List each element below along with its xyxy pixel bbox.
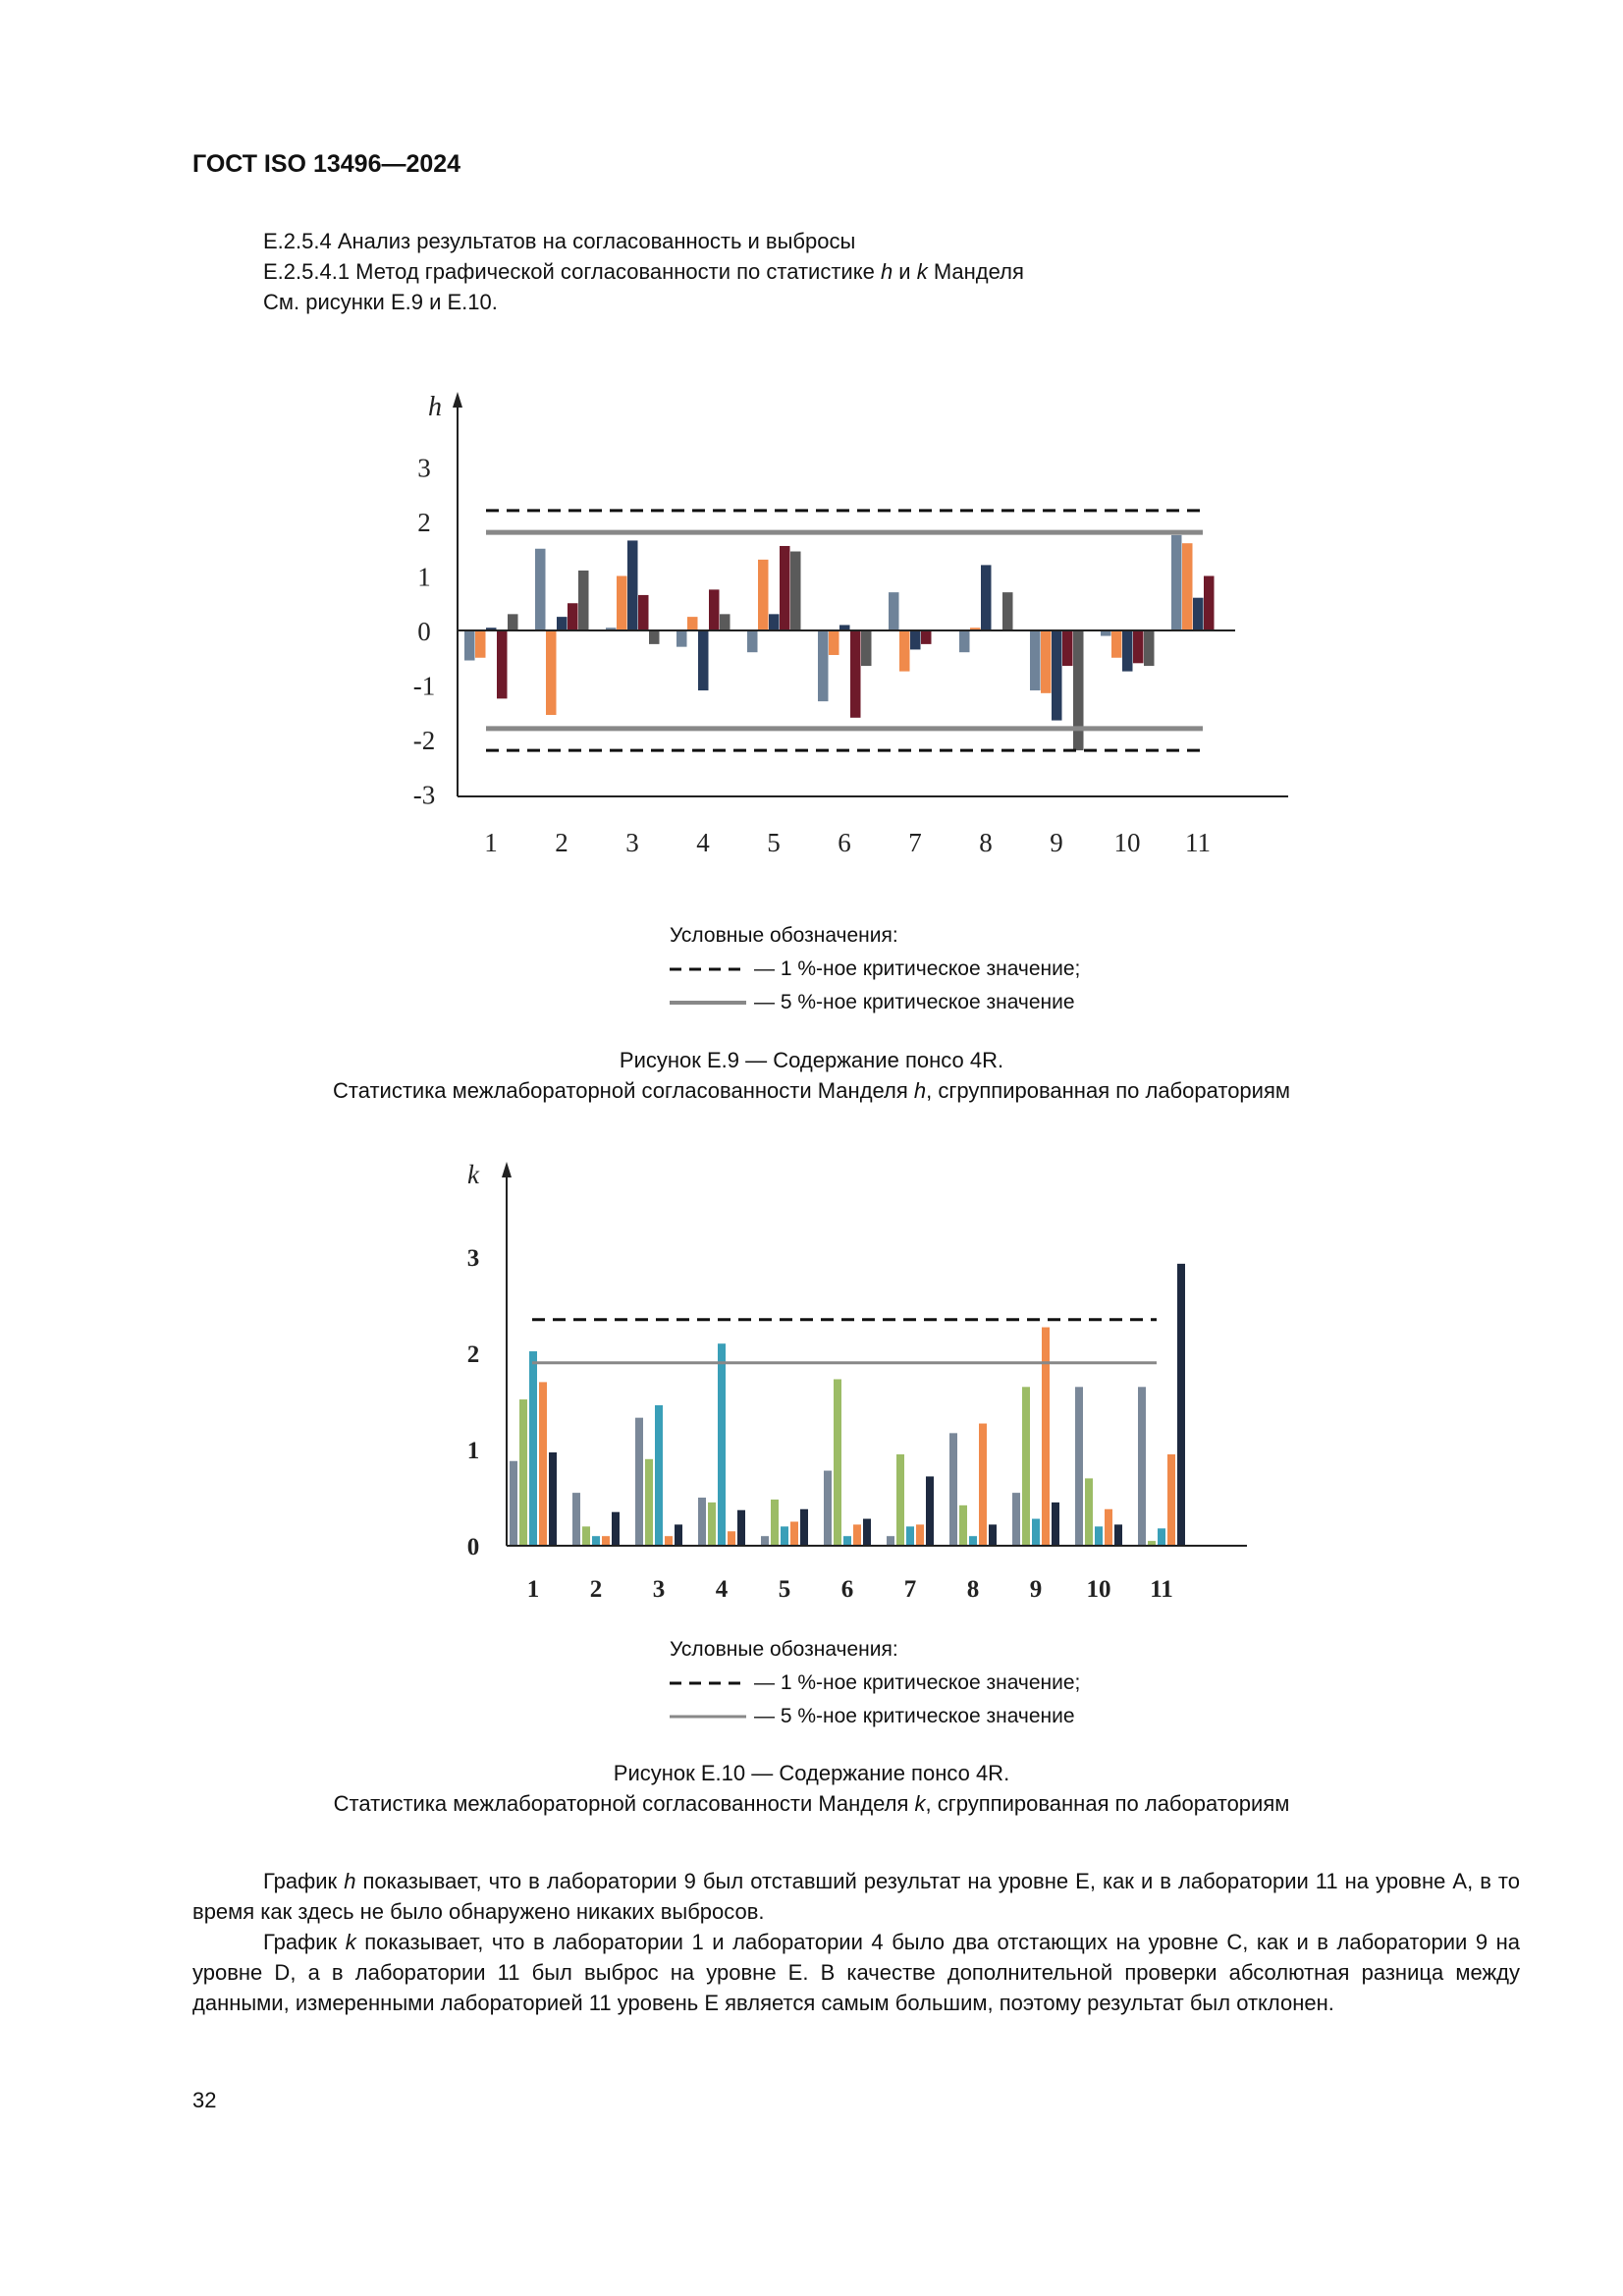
bar-h-lab7-s4: [921, 630, 932, 644]
y-tick-label: -3: [412, 780, 436, 810]
bar-h-lab5-s1: [747, 630, 758, 652]
mandel-h-chart: [393, 378, 1306, 869]
bar-h-lab10-s2: [1111, 630, 1122, 658]
x-tick-label: 11: [1185, 828, 1211, 857]
bar-k-lab9-s2: [1022, 1387, 1030, 1546]
x-tick-label: 1: [526, 1576, 540, 1603]
bar-k-lab6-s5: [863, 1519, 871, 1546]
x-tick-label: 7: [903, 1576, 917, 1603]
bar-h-lab6-s5: [861, 630, 872, 666]
bar-k-lab7-s2: [896, 1454, 904, 1546]
x-tick-label: 7: [908, 828, 922, 857]
bar-k-lab7-s1: [887, 1536, 894, 1546]
x-tick-label: 8: [979, 828, 993, 857]
bar-k-lab8-s1: [949, 1433, 957, 1546]
bar-h-lab7-s1: [889, 592, 899, 630]
bar-h-lab10-s5: [1144, 630, 1155, 666]
legend-fig9: [670, 919, 1080, 1019]
bar-k-lab2-s2: [582, 1526, 590, 1546]
bar-k-lab1-s4: [539, 1382, 547, 1546]
bar-k-lab1-s3: [529, 1351, 537, 1546]
page-number: 32: [192, 2088, 217, 2112]
bar-h-lab4-s2: [687, 617, 698, 630]
figure-reference: См. рисунки E.9 и E.10.: [263, 290, 498, 314]
bar-k-lab6-s3: [843, 1536, 851, 1546]
bar-k-lab10-s4: [1105, 1509, 1112, 1546]
bar-h-lab3-s2: [617, 576, 627, 631]
legend-title: Условные обозначения:: [670, 1638, 898, 1661]
document-header: ГОСТ ISO 13496—2024: [192, 150, 461, 178]
x-tick-label: 3: [625, 828, 639, 857]
bar-k-lab2-s5: [612, 1512, 620, 1546]
bar-k-lab9-s5: [1052, 1503, 1059, 1546]
bar-h-lab6-s4: [850, 630, 861, 718]
bar-k-lab6-s1: [824, 1471, 832, 1546]
bar-h-lab4-s5: [720, 614, 730, 630]
paragraph-k-summary: График k показывает, что в лаборатории 1 и лаборатории 4 было два отстающих на уровне C, как и в лаборатории 9 на уровне D, а в лаборатории 11 был выброс на уровне E. В качестве дополнительной проверки абсолютная разница между данными, измеренными лабораторией 11 уровень E является самым большим, поэтому результат был отклонен.: [192, 1930, 1520, 2015]
bar-k-lab9-s3: [1032, 1519, 1040, 1546]
y-tick-label: 1: [417, 562, 431, 592]
bar-k-lab2-s1: [572, 1493, 580, 1546]
bar-k-lab6-s4: [853, 1524, 861, 1546]
dashed-line-icon: [670, 964, 746, 974]
bar-k-lab4-s1: [698, 1498, 706, 1546]
bar-k-lab11-s3: [1158, 1528, 1165, 1546]
bar-k-lab11-s5: [1177, 1264, 1185, 1546]
x-tick-label: 5: [767, 828, 781, 857]
legend-item-5pct: — 5 %-ное критическое значение: [670, 986, 1080, 1019]
bar-k-lab11-s4: [1167, 1454, 1175, 1546]
x-tick-label: 11: [1150, 1576, 1173, 1603]
y-tick-label: -2: [412, 726, 436, 755]
y-axis-label: h: [428, 392, 442, 422]
bar-k-lab7-s5: [926, 1476, 934, 1546]
bar-k-lab6-s2: [834, 1379, 841, 1546]
bar-k-lab4-s3: [718, 1343, 726, 1546]
legend-item-1pct: — 1 %-ное критическое значение;: [670, 953, 1080, 986]
bar-k-lab3-s4: [665, 1536, 673, 1546]
bar-h-lab5-s5: [790, 552, 801, 630]
x-tick-label: 9: [1050, 828, 1063, 857]
y-tick-label: 2: [466, 1341, 480, 1368]
y-tick-label: -1: [412, 671, 436, 701]
bar-k-lab5-s4: [790, 1522, 798, 1547]
x-tick-label: 4: [715, 1576, 729, 1603]
bar-k-lab3-s3: [655, 1405, 663, 1546]
bar-k-lab10-s1: [1075, 1387, 1083, 1546]
bar-h-lab5-s3: [769, 614, 780, 630]
bar-k-lab3-s1: [635, 1418, 643, 1546]
x-tick-label: 6: [838, 828, 851, 857]
legend-title: Условные обозначения:: [670, 924, 898, 947]
mandel-k-chart: [452, 1154, 1257, 1606]
bar-k-lab4-s5: [737, 1510, 745, 1546]
bar-k-lab8-s4: [979, 1424, 987, 1546]
bar-h-lab4-s3: [698, 630, 709, 690]
y-axis-arrow-icon: [453, 392, 462, 408]
bar-k-lab8-s5: [989, 1524, 997, 1546]
bar-h-lab5-s4: [780, 546, 790, 630]
bar-h-lab2-s1: [535, 549, 546, 630]
x-tick-label: 10: [1086, 1576, 1111, 1603]
bar-h-lab1-s2: [475, 630, 486, 658]
bar-k-lab5-s5: [800, 1509, 808, 1546]
solid-gray-line-icon: [670, 1712, 746, 1722]
bar-h-lab8-s3: [981, 565, 992, 630]
bar-h-lab11-s1: [1171, 535, 1182, 630]
x-tick-label: 1: [484, 828, 498, 857]
bar-k-lab10-s3: [1095, 1526, 1103, 1546]
bar-k-lab5-s3: [781, 1526, 788, 1546]
bar-k-lab2-s3: [592, 1536, 600, 1546]
y-tick-label: 3: [417, 453, 431, 483]
legend-item-5pct: — 5 %-ное критическое значение: [670, 1700, 1080, 1733]
bar-k-lab10-s2: [1085, 1478, 1093, 1546]
bar-h-lab7-s2: [899, 630, 910, 672]
y-tick-label: 0: [466, 1534, 480, 1560]
bar-h-lab11-s3: [1193, 598, 1204, 630]
solid-gray-line-icon: [670, 998, 746, 1008]
bar-h-lab9-s2: [1041, 630, 1052, 693]
bar-h-lab1-s5: [508, 614, 518, 630]
bar-k-lab4-s4: [728, 1531, 735, 1546]
bar-k-lab7-s3: [906, 1526, 914, 1546]
bar-k-lab7-s4: [916, 1524, 924, 1546]
bar-k-lab1-s5: [549, 1452, 557, 1546]
x-tick-label: 2: [555, 828, 568, 857]
bar-k-lab4-s2: [708, 1503, 716, 1546]
bar-h-lab9-s3: [1052, 630, 1062, 721]
x-tick-label: 10: [1113, 828, 1141, 857]
bar-h-lab10-s4: [1133, 630, 1144, 663]
y-axis-label: k: [467, 1160, 479, 1189]
bar-h-lab4-s4: [709, 589, 720, 630]
bar-h-lab2-s3: [557, 617, 568, 630]
section-intro: [263, 226, 1024, 317]
section-heading: E.2.5.4 Анализ результатов на согласованность и выбросы: [263, 229, 856, 253]
bar-h-lab10-s3: [1122, 630, 1133, 672]
bar-k-lab3-s2: [645, 1459, 653, 1546]
bar-k-lab5-s1: [761, 1536, 769, 1546]
bar-h-lab3-s3: [627, 540, 638, 630]
x-tick-label: 9: [1029, 1576, 1043, 1603]
bar-h-lab3-s5: [649, 630, 660, 644]
legend-item-1pct: — 1 %-ное критическое значение;: [670, 1667, 1080, 1700]
bar-k-lab5-s2: [771, 1500, 779, 1546]
bar-h-lab1-s4: [497, 630, 508, 698]
bar-h-lab4-s1: [676, 630, 687, 647]
bar-h-lab1-s1: [464, 630, 475, 661]
bar-k-lab11-s1: [1138, 1387, 1146, 1546]
y-tick-label: 1: [466, 1438, 480, 1464]
y-tick-label: 2: [417, 508, 431, 537]
bar-h-lab2-s5: [578, 571, 589, 630]
dashed-line-icon: [670, 1678, 746, 1688]
bar-k-lab8-s2: [959, 1505, 967, 1546]
figure-caption-e9: Рисунок E.9 — Содержание понсо 4R. Статистика межлабораторной согласованности Манделя h, сгруппированная по лабораториям: [333, 1048, 1290, 1103]
bar-h-lab6-s1: [818, 630, 829, 701]
figure-caption-e10: Рисунок E.10 — Содержание понсо 4R. Статистика межлабораторной согласованности Манделя k, сгруппированная по лабораториям: [333, 1761, 1290, 1816]
bar-h-lab11-s2: [1182, 543, 1193, 630]
bar-h-lab9-s4: [1062, 630, 1073, 666]
bar-h-lab5-s2: [758, 560, 769, 630]
bar-h-lab9-s5: [1073, 630, 1084, 750]
bar-h-lab2-s2: [546, 630, 557, 715]
bar-k-lab1-s2: [519, 1399, 527, 1546]
bar-h-lab8-s5: [1002, 592, 1013, 630]
bar-h-lab11-s4: [1204, 576, 1215, 631]
y-tick-label: 3: [466, 1245, 480, 1272]
x-tick-label: 4: [696, 828, 710, 857]
bar-h-lab9-s1: [1030, 630, 1041, 690]
y-axis-arrow-icon: [502, 1162, 512, 1177]
bar-h-lab6-s2: [829, 630, 839, 655]
paragraph-h-summary: График h показывает, что в лаборатории 9 был отставший результат на уровне E, как и в лаборатории 11 на уровне A, в то время как здесь не было обнаружено никаких выбросов.: [192, 1869, 1520, 1924]
x-tick-label: 2: [589, 1576, 603, 1603]
bar-k-lab3-s5: [675, 1524, 682, 1546]
bar-h-lab8-s1: [959, 630, 970, 652]
bar-k-lab9-s1: [1012, 1493, 1020, 1546]
bar-h-lab2-s4: [568, 603, 578, 630]
bar-k-lab9-s4: [1042, 1328, 1050, 1546]
bar-k-lab10-s5: [1114, 1524, 1122, 1546]
subsection-heading: E.2.5.4.1 Метод графической согласованности по статистике h и k Манделя: [263, 259, 1024, 284]
y-tick-label: 0: [417, 617, 431, 646]
bar-h-lab7-s3: [910, 630, 921, 649]
x-tick-label: 6: [840, 1576, 854, 1603]
bar-h-lab3-s4: [638, 595, 649, 630]
legend-fig10: [670, 1633, 1080, 1733]
bar-k-lab8-s3: [969, 1536, 977, 1546]
bar-k-lab1-s1: [510, 1461, 517, 1546]
x-tick-label: 5: [778, 1576, 791, 1603]
x-tick-label: 8: [966, 1576, 980, 1603]
x-tick-label: 3: [652, 1576, 666, 1603]
bar-k-lab2-s4: [602, 1536, 610, 1546]
